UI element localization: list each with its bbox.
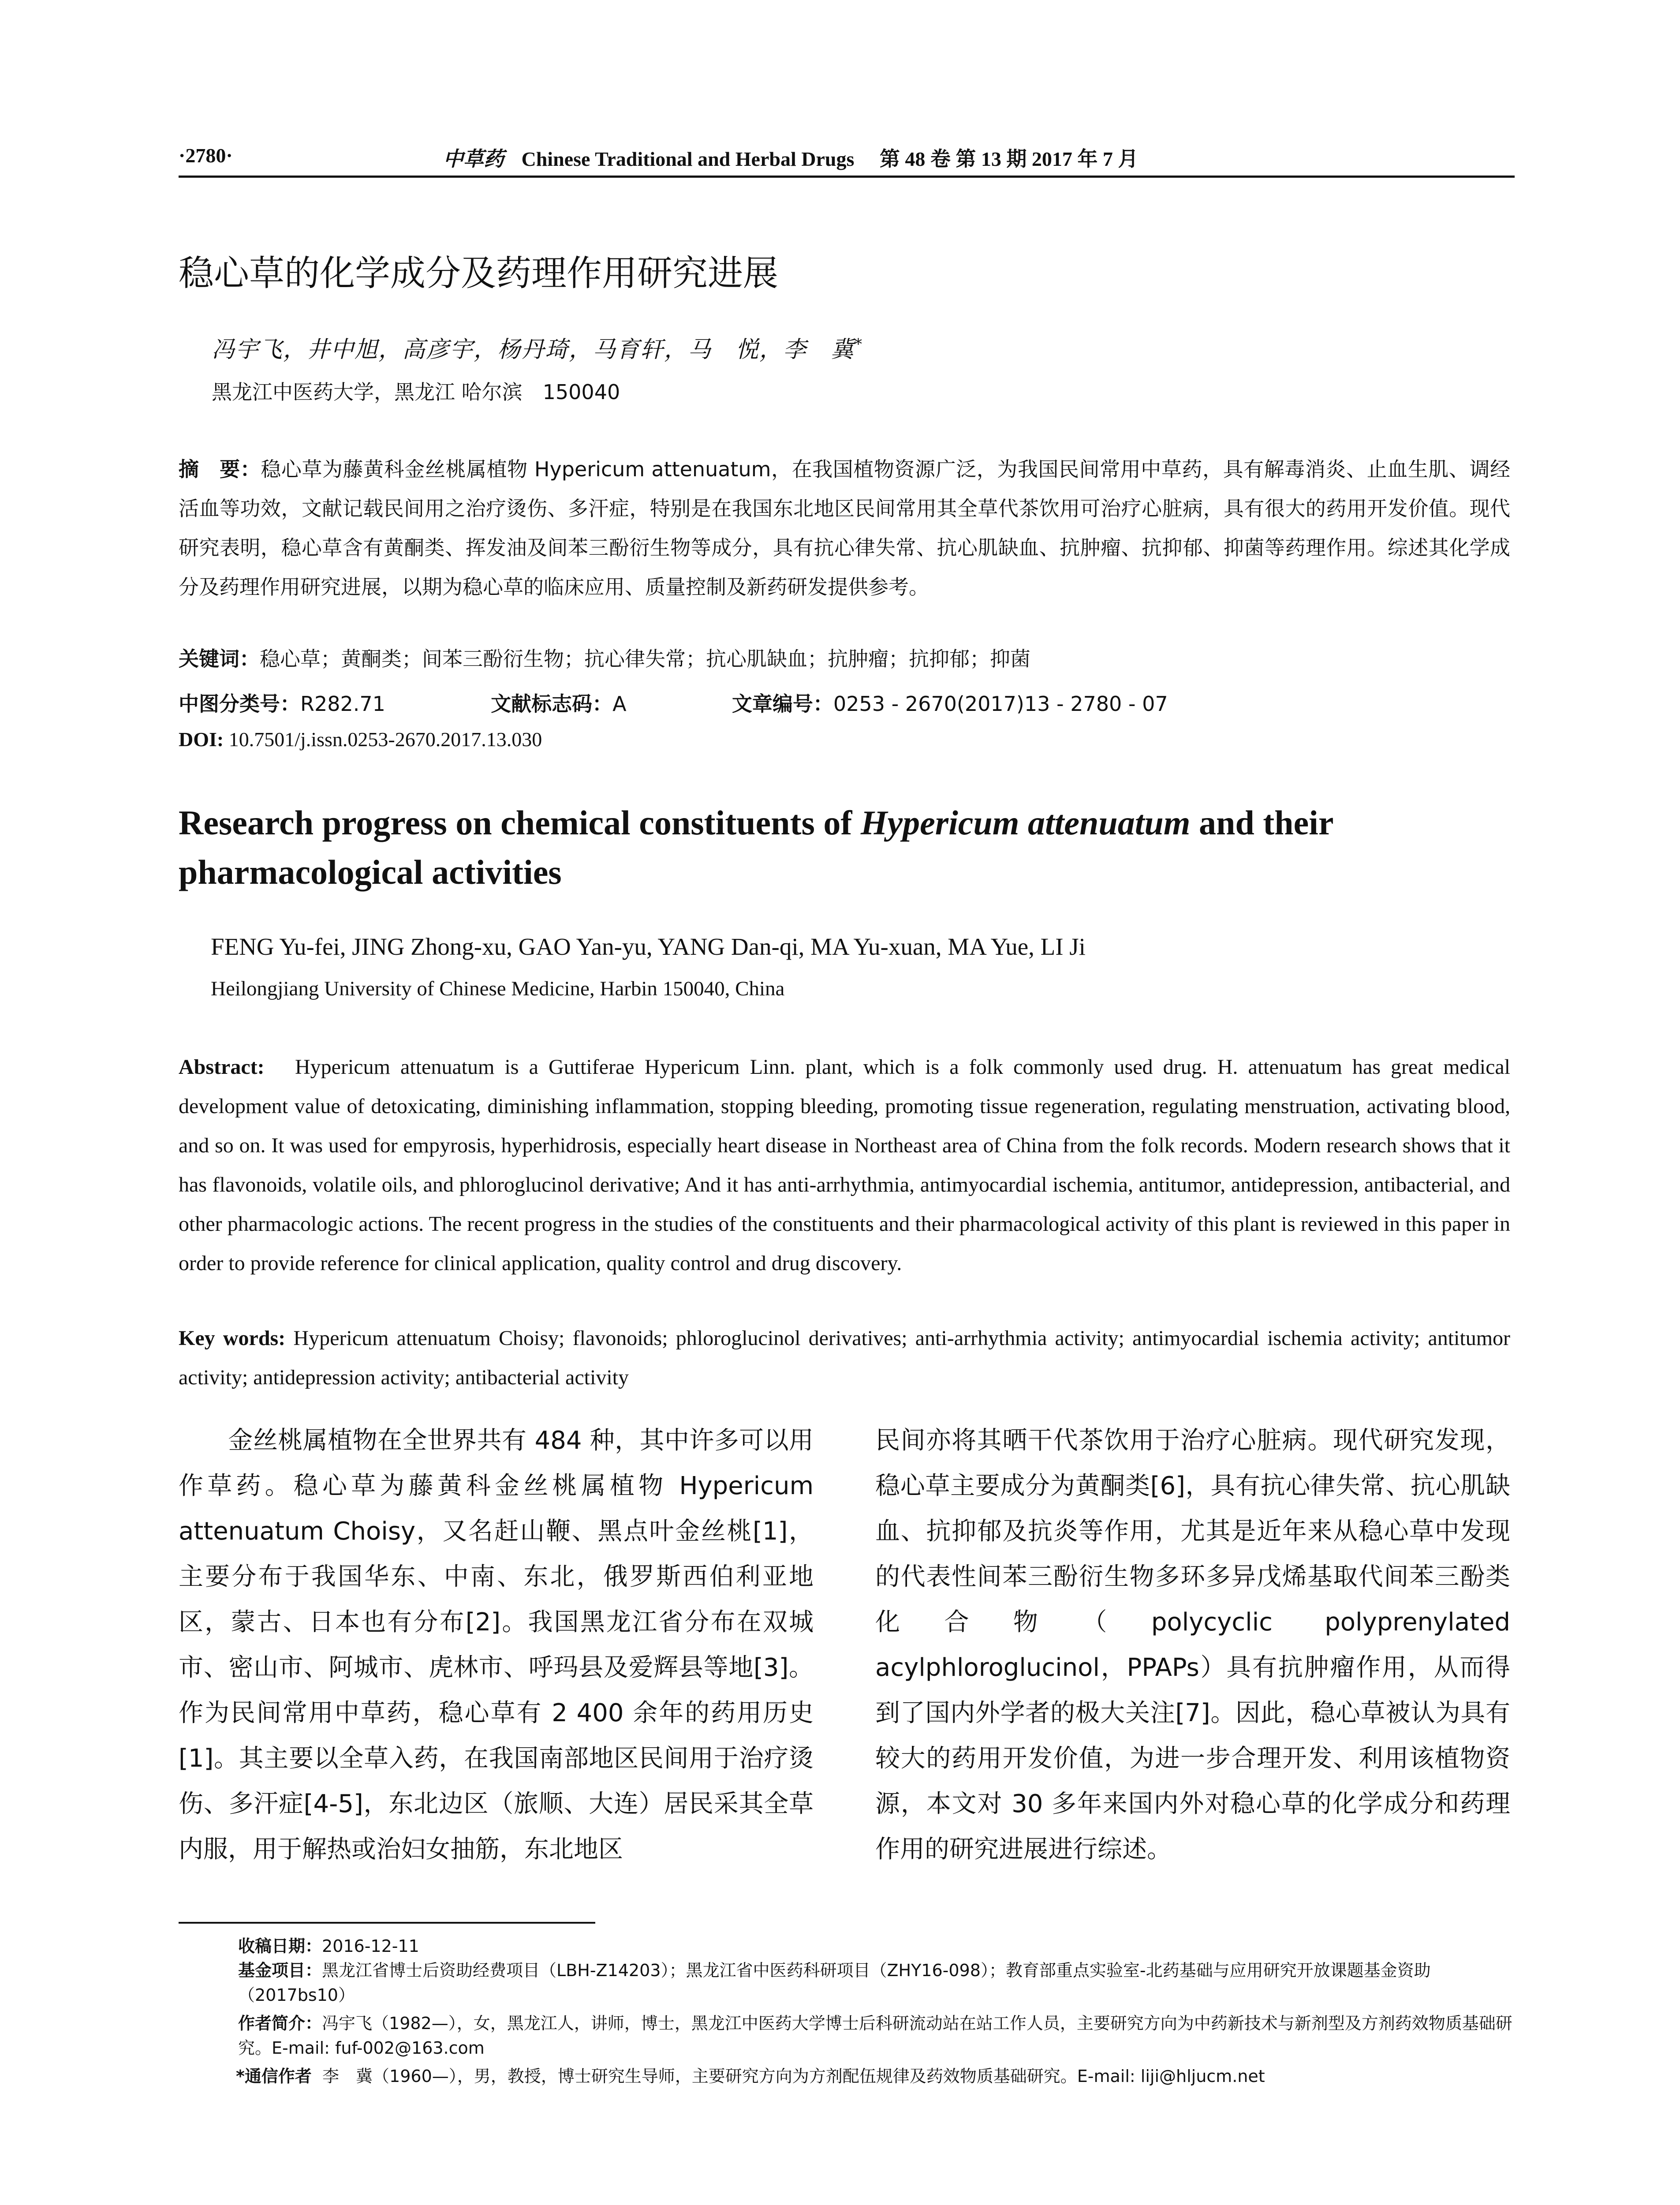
abstract-cn-label: 摘 要：: [179, 457, 261, 481]
keywords-en-text: Hypericum attenuatum Choisy; flavonoids; phloroglucinol derivatives; anti-arrhythmia activity; antimyocardial ischemia activity; antitumor activity; antidepression activity; antibacterial activity: [179, 1327, 1511, 1389]
corresponding-text: 李 冀（1960—），男，教授，博士研究生导师，主要研究方向为方剂配伍规律及药效物质基础研究。E-mail: liji@hljucm.net: [322, 2067, 1265, 2086]
journal-issue: 第 48 卷 第 13 期 2017 年 7 月: [879, 148, 1139, 170]
keywords-cn-label: 关键词：: [179, 647, 260, 671]
keywords-en: [179, 1319, 1510, 1397]
fund-text: 黑龙江省博士后资助经费项目（LBH-Z14203）；黑龙江省中医药科研项目（ZHY16-098）；教育部重点实验室-北药基础与应用研究开放课题基金资助（2017bs10）: [238, 1961, 1431, 2005]
doi-value: 10.7501/j.issn.0253-2670.2017.13.030: [228, 728, 542, 751]
abstract-en-label: Abstract:: [179, 1055, 265, 1079]
keywords-cn-text: 稳心草；黄酮类；间苯三酚衍生物；抗心律失常；抗心肌缺血；抗肿瘤；抗抑郁；抑菌: [260, 647, 1030, 671]
clc-label: 中图分类号：: [179, 692, 300, 716]
corresponding-mark: *: [855, 335, 863, 353]
body-column-right: [875, 1418, 1510, 1872]
title-en-part1: Research progress on chemical constituents of: [179, 804, 861, 842]
clc-value: R282.71: [300, 692, 385, 716]
title-en-part2: and their pharmacological activities: [179, 804, 1333, 891]
journal-info: [443, 143, 1138, 172]
bio-label: 作者简介：: [238, 2014, 322, 2033]
body-column-left: [179, 1418, 814, 1872]
abstract-en-text: Hypericum attenuatum is a Guttiferae Hypericum Linn. plant, which is a folk commonly used drug. H. attenuatum has great medical development value of detoxicating, diminishing inflammation, stopping bleeding, promoting tissue regeneration, regulating menstruation, activating blood, and so on. It was used for empyrosis, hyperhidrosis, especially heart disease in Northeast area of China from the folk records. Modern research shows that it has flavonoids, volatile oils, and phloroglucinol derivative; And it has anti-arrhythmia, antimyocardial ischemia, antitumor, antidepression, antibacterial, and other pharmacologic actions. The recent progress in the studies of the constituents and their pharmacological activity of this plant is reviewed in this paper in order to provide reference for clinical application, quality control and drug discovery.: [179, 1055, 1511, 1275]
affiliation-cn: 黑龙江中医药大学，黑龙江 哈尔滨 150040: [212, 380, 620, 404]
keywords-en-label: Key words:: [179, 1327, 286, 1350]
footnote-received: [238, 1934, 1512, 1958]
footnote-corresponding: [236, 2064, 1510, 2089]
abstract-cn: [179, 450, 1510, 607]
body-left-text: 金丝桃属植物在全世界共有 484 种，其中许多可以用作草药。稳心草为藤黄科金丝桃属植物 Hypericum attenuatum Choisy，又名赶山鞭、黑点叶金丝桃[1]，主要分布于我国华东、中南、东北，俄罗斯西伯利亚地区，蒙古、日本也有分布[2]。我国黑龙江省分布在双城市、密山市、阿城市、虎林市、呼玛县及爱辉县等地[3]。作为民间常用中草药，稳心草有 2 400 余年的药用历史[1]。其主要以全草入药，在我国南部地区民间用于治疗烫伤、多汗症[4-5]，东北边区（旅顺、大连）居民采其全草内服，用于解热或治妇女抽筋，东北地区: [179, 1426, 814, 1864]
footnote-author-bio: [238, 2011, 1512, 2060]
doi-line: [179, 728, 542, 751]
body-right-text: 民间亦将其晒干代茶饮用于治疗心脏病。现代研究发现，稳心草主要成分为黄酮类[6]，具有抗心律失常、抗心肌缺血、抗抑郁及抗炎等作用，尤其是近年来从稳心草中发现的代表性间苯三酚衍生物多环多异戊烯基取代间苯三酚类化合物（polycyclic polyprenylated acylphloroglucinol，PPAPs）具有抗肿瘤作用，从而得到了国内外学者的极大关注[7]。因此，稳心草被认为具有较大的药用开发价值，为进一步合理开发、利用该植物资源，本文对 30 多年来国内外对稳心草的化学成分和药理作用的研究进展进行综述。: [875, 1426, 1510, 1864]
keywords-cn: [179, 643, 1510, 672]
title-cn: 稳心草的化学成分及药理作用研究进展: [179, 253, 778, 294]
authors-en: FENG Yu-fei, JING Zhong-xu, GAO Yan-yu, YANG Dan-qi, MA Yu-xuan, MA Yue, LI Ji: [211, 933, 1086, 960]
title-en: [179, 798, 1519, 897]
doc-code-value: A: [612, 692, 627, 716]
authors-cn: [212, 331, 863, 364]
affiliation-en: Heilongjiang University of Chinese Medicine, Harbin 150040, China: [211, 977, 785, 1000]
doi-label: DOI:: [179, 728, 224, 751]
footnote-fund: [238, 1958, 1512, 2007]
article-number-value: 0253 - 2670(2017)13 - 2780 - 07: [833, 692, 1168, 716]
bio-text: 冯宇飞（1982—），女，黑龙江人，讲师，博士，黑龙江中医药大学博士后科研流动站在站工作人员，主要研究方向为中药新技术与新剂型及方剂药效物质基础研究。E-mail: fuf-002@163.com: [238, 2014, 1512, 2058]
abstract-en: [179, 1047, 1510, 1283]
abstract-cn-text: 稳心草为藤黄科金丝桃属植物 Hypericum attenuatum，在我国植物资源广泛，为我国民间常用中草药，具有解毒消炎、止血生肌、调经活血等功效，文献记载民间用之治疗烫伤、多汗症，特别是在我国东北地区民间常用其全草代茶饮用可治疗心脏病，具有很大的药用开发价值。现代研究表明，稳心草含有黄酮类、挥发油及间苯三酚衍生物等成分，具有抗心律失常、抗心肌缺血、抗肿瘤、抗抑郁、抑菌等药理作用。综述其化学成分及药理作用研究进展，以期为稳心草的临床应用、质量控制及新药研发提供参考。: [179, 457, 1511, 599]
running-header: [179, 140, 1504, 184]
fund-label: 基金项目：: [238, 1961, 322, 1980]
doc-code-label: 文献标志码：: [491, 692, 613, 716]
authors-cn-text: 冯宇飞，井中旭，高彦宇，杨丹琦，马育轩，马 悦，李 冀: [212, 336, 855, 363]
classification-line: [179, 688, 1168, 717]
corresponding-label: *通信作者: [236, 2067, 312, 2086]
journal-name-en: Chinese Traditional and Herbal Drugs: [521, 148, 855, 170]
journal-name-cn: 中草药: [443, 147, 504, 171]
article-number-label: 文章编号：: [732, 692, 833, 716]
footnote-rule: [179, 1922, 595, 1924]
page-number: ·2780·: [179, 144, 233, 167]
received-date: 2016-12-11: [322, 1936, 419, 1956]
received-label: 收稿日期：: [238, 1936, 322, 1956]
header-rule: [179, 176, 1515, 178]
title-en-species: Hypericum attenuatum: [860, 804, 1191, 842]
